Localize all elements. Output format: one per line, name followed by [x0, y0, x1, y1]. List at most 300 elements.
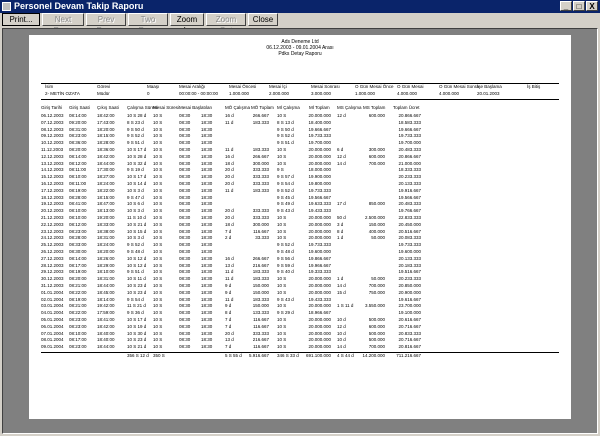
cell: 183.333 [252, 296, 269, 302]
cell: 50.000 [371, 235, 385, 241]
cell: 02.01.2004 [41, 296, 64, 302]
cell: 18:30 [201, 344, 213, 350]
cell: 20.133.333 [398, 181, 421, 186]
cell: 08:30:00 [69, 249, 87, 254]
close-window-button[interactable]: X [586, 1, 598, 11]
cell: 26.12.2003 [41, 249, 64, 254]
cell: 28.12.2003 [41, 262, 64, 268]
cell: 20 d [225, 167, 234, 173]
cell: 06.12.2003 [41, 113, 64, 118]
cell: 20.000.000 [308, 160, 331, 166]
cell: 20.233.333 [398, 174, 421, 180]
total-cell: 691.100.000 [305, 353, 331, 358]
cell: 10 S [153, 344, 163, 350]
cell: 08:30 [179, 283, 191, 288]
cell: 08:41:00 [69, 201, 87, 207]
cell: 08:14:00 [69, 255, 87, 261]
cell: 18:30 [201, 242, 213, 248]
cell: 08:30 [179, 133, 191, 139]
employee-header-cell: O Gün Mesai [397, 84, 424, 89]
cell: 08:12:00 [69, 221, 87, 227]
cell: 09:20:00 [69, 119, 87, 125]
cell: 10 S [153, 249, 163, 254]
cell: 19.666.667 [308, 126, 331, 132]
cell: 700.000 [368, 160, 385, 166]
cell: 10 S 11 d [127, 276, 146, 282]
cell: 03.01.2004 [41, 303, 64, 309]
cell: 18:30 [201, 201, 213, 207]
cell: 19.700.000 [398, 140, 421, 146]
cell: 08:11:00 [69, 167, 87, 173]
cell: 20.816.667 [398, 344, 421, 350]
cell: 10 S [277, 147, 287, 152]
cell: 10 S 23 d [127, 289, 147, 295]
cell: 08:30 [179, 113, 191, 118]
cell: 11 d [225, 119, 234, 125]
cell: 19.600.000 [398, 249, 421, 254]
cell: 18:41:00 [97, 317, 115, 322]
cell: 08:30 [179, 201, 191, 207]
cell: 18:20:00 [97, 249, 115, 254]
cell: 10 S 19 d [127, 323, 147, 329]
cell: 05.01.2004 [41, 317, 64, 322]
cell: 8 S 23 d [127, 119, 144, 125]
cell: 18:33:00 [97, 221, 115, 227]
cell: 19.733.333 [308, 242, 331, 248]
cell: 20.000.000 [308, 215, 331, 220]
minimize-button[interactable]: _ [560, 1, 572, 11]
cell: 20.000.000 [308, 283, 331, 288]
cell: 9 d [225, 289, 232, 295]
cell: 6 d [337, 147, 344, 152]
cell: 20.483.333 [398, 147, 421, 152]
cell: 19.100.000 [398, 310, 421, 316]
cell: 10 S [277, 153, 287, 159]
cell: 116.667 [253, 323, 269, 329]
cell: 9 S 51 d [277, 140, 294, 146]
cell: 09.12.2003 [41, 133, 64, 139]
employee-header-cell: İsim [45, 84, 54, 89]
cell: 20.000.000 [308, 228, 331, 234]
cell: 2.500.000 [364, 215, 385, 220]
cell: 18:30 [201, 113, 213, 118]
cell: 08:30 [179, 119, 191, 125]
cell: 10 S [153, 208, 163, 214]
cell: 20.866.667 [398, 153, 421, 159]
cell: 18:15:00 [97, 194, 115, 200]
cell: 10 S [277, 303, 287, 309]
cell: 9 S 50 d [127, 126, 144, 132]
cell: 18:30 [201, 317, 213, 322]
cell: 18.583.333 [398, 119, 421, 125]
cell: 08:30 [179, 147, 191, 152]
cell: 19.916.667 [398, 187, 421, 193]
cell: 08:23:00 [69, 323, 87, 329]
employee-header-cell: İşe Başlama [477, 84, 502, 89]
cell: 8 d [337, 228, 344, 234]
cell: 18:30 [201, 147, 213, 152]
cell: 20.000.000 [308, 147, 331, 152]
cell: 18:42:00 [97, 153, 115, 159]
print-button[interactable]: Print... [2, 13, 40, 26]
cell: 18:30 [201, 337, 213, 343]
cell: 183.333 [252, 276, 269, 282]
cell: 19.766.667 [398, 208, 421, 214]
cell: 400.000 [368, 228, 385, 234]
cell: 08:10:00 [69, 330, 87, 336]
cell: 08:30 [179, 187, 191, 193]
cell: 10 S [153, 201, 163, 207]
cell: 20.000.000 [308, 303, 331, 309]
cell: 18:30 [201, 310, 213, 316]
cell: 20.000.000 [308, 289, 331, 295]
cell: 30.12.2003 [41, 276, 64, 282]
cell: 17:43:00 [97, 119, 115, 125]
cell: 08:23:00 [69, 317, 87, 322]
total-cell: 356 S 12 d [127, 353, 149, 358]
cell: 10 S 14 d [127, 181, 147, 186]
close-button[interactable]: Close [248, 13, 278, 26]
employee-header-cell: Mesai Öncesi [229, 84, 257, 89]
cell: 18:30 [201, 133, 213, 139]
cell: 10 S [277, 283, 287, 288]
employee-value-cell: Müdür [97, 91, 110, 96]
cell: 333.333 [252, 167, 269, 173]
cell: 08:19:00 [69, 296, 87, 302]
cell: 20.000.000 [308, 323, 331, 329]
cell: 20.716.667 [398, 323, 421, 329]
cell: 20.000.000 [308, 235, 331, 241]
cell: 08:10:00 [69, 174, 87, 180]
employee-header-cell: Maaşı [147, 84, 160, 89]
cell: 9 S 51 d [127, 269, 144, 275]
cell: 18:27:00 [97, 174, 115, 180]
cell: 3 d [337, 221, 344, 227]
cell: 18.12.2003 [41, 194, 64, 200]
detail-header-cell: Giriş Tarihi [41, 105, 63, 110]
cell: 10 S [153, 140, 163, 146]
cell: 20.000.000 [308, 317, 331, 322]
cell: 18:24:00 [97, 181, 115, 186]
cell: 333.333 [252, 181, 269, 186]
cell: 18:31:00 [97, 276, 115, 282]
detail-header-cell: Çalışma Süresi [127, 105, 158, 110]
cell: 18:45:00 [97, 289, 115, 295]
total-cell: 4 S 44 d [337, 353, 354, 358]
cell: 07.01.2004 [41, 330, 64, 336]
cell: 19.516.667 [398, 269, 421, 275]
cell: 10.12.2003 [41, 140, 64, 146]
cell: 10 S [277, 344, 287, 350]
cell: 333.333 [252, 215, 269, 220]
cell: 07.12.2003 [41, 119, 64, 125]
cell: 18:20:00 [97, 126, 115, 132]
cell: 20.900.000 [398, 289, 421, 295]
cell: 10 S [153, 187, 163, 193]
cell: 150.000 [252, 283, 269, 288]
cell: 08:21:00 [69, 303, 87, 309]
cell: 08:11:00 [69, 181, 87, 186]
employee-value-cell: 2.000.000 [269, 91, 290, 96]
report-header [29, 39, 571, 57]
cell: 10 S [277, 289, 287, 295]
cell: 9 S 52 d [277, 133, 294, 139]
total-cell: 5 S 55 d [225, 353, 242, 358]
cell: 10 S [153, 153, 163, 159]
cell: 18:44:00 [97, 283, 115, 288]
totals-divider [41, 352, 559, 353]
cell: 13 d [225, 337, 234, 343]
zoom-in-button[interactable]: Zoom [170, 13, 204, 26]
next-page-button[interactable]: Next [42, 13, 84, 26]
employee-value-cell: 4.000.000 [439, 91, 460, 96]
cell: 20 d [225, 181, 234, 186]
cell: 10 S 3 d [127, 187, 144, 193]
cell: 18:30 [201, 181, 213, 186]
cell: 266.667 [252, 255, 269, 261]
cell: 18:30 [201, 208, 213, 214]
cell: 19.666.667 [398, 126, 421, 132]
cell: 17.12.2003 [41, 187, 64, 193]
cell: 08:22:00 [69, 310, 87, 316]
cell: 18:30 [201, 167, 213, 173]
cell: 10 S 3 d [127, 208, 144, 214]
company-name: Ads Deneme Ltd [281, 39, 319, 45]
cell: 600.000 [368, 323, 385, 329]
cell: 9 S 50 d [277, 126, 294, 132]
employee-header-cell: Mesai Sonrası [311, 84, 340, 89]
cell: 10 S 15 d [127, 228, 147, 234]
cell: 19.566.667 [308, 194, 331, 200]
cell: 08:30 [179, 262, 191, 268]
cell: 08:30 [179, 194, 191, 200]
cell: 10 S [277, 113, 287, 118]
cell: 18:30 [201, 303, 213, 309]
cell: 10 S 21 d [127, 221, 147, 227]
cell: 12 d [337, 323, 346, 329]
cell: 10 S [153, 289, 163, 295]
cell: 9 S 54 d [127, 296, 144, 302]
cell: 08:30 [179, 181, 191, 186]
detail-header-cell: MS Çalışma [337, 105, 362, 110]
cell: 10 S [153, 160, 163, 166]
cell: 10 S [277, 323, 287, 329]
cell: 14 d [337, 283, 346, 288]
cell: 9 S 52 d [277, 242, 294, 248]
cell: 9 S 52 d [127, 242, 144, 248]
cell: 08.01.2004 [41, 337, 64, 343]
cell: 18:38:00 [97, 228, 115, 234]
cell: 13.12.2003 [41, 160, 64, 166]
cell: 9 S 47 d [127, 194, 144, 200]
cell: 13 d [225, 262, 234, 268]
cell: 08.12.2003 [41, 126, 64, 132]
report-period: 06.12.2003 - 09.01.2004 Arası [266, 45, 334, 51]
cell: 08:30 [179, 276, 191, 282]
cell: 08:12:00 [69, 160, 87, 166]
cell: 10 S [153, 174, 163, 180]
cell: 10 S [153, 255, 163, 261]
cell: 19.633.333 [308, 201, 331, 207]
cell: 19.600.000 [308, 249, 331, 254]
cell: 19.333.333 [308, 269, 331, 275]
cell: 19:42:00 [97, 303, 115, 309]
cell: 18:31:00 [97, 235, 115, 241]
cell: 10 S 28 d [127, 153, 147, 159]
detail-header-cell: Mesai Başlatılan [179, 105, 213, 110]
cell: 18:47:00 [97, 201, 115, 207]
zoom-out-button[interactable]: Zoom [206, 13, 246, 26]
cell: 21.12.2003 [41, 215, 64, 220]
cell: 08:28:00 [69, 235, 87, 241]
cell: 500.000 [368, 317, 385, 322]
cell: 1 d [337, 276, 344, 282]
cell: 10 S [153, 215, 163, 220]
cell: 08:30 [179, 228, 191, 234]
employee-value-cell: 2- METİN OZATA [45, 91, 80, 96]
cell: 10 S [153, 147, 163, 152]
cell: 08:14:00 [69, 153, 87, 159]
employee-header-cell: O Gün Mesai Sonra [439, 84, 479, 89]
cell: 19.733.333 [398, 133, 421, 139]
cell: 16 d [225, 255, 234, 261]
cell: 08:30 [179, 317, 191, 322]
cell: 10 S 12 d [127, 262, 147, 268]
cell: 10 S [153, 317, 163, 322]
cell: 08:30 [179, 303, 191, 309]
cell: 19.966.667 [308, 262, 331, 268]
cell: 08:30 [179, 235, 191, 241]
cell: 10 S [153, 181, 163, 186]
cell: 266.667 [252, 113, 269, 118]
cell: 08:30 [179, 337, 191, 343]
prev-page-button[interactable]: Prev [86, 13, 126, 26]
cell: 19.12.2003 [41, 201, 64, 207]
cell: 18:22:00 [97, 187, 115, 193]
cell: 20.833.333 [398, 330, 421, 336]
cell: 9 S 43 d [277, 296, 294, 302]
employee-value-cell: 1.000.000 [229, 91, 250, 96]
cell: 7 d [225, 323, 232, 329]
cell: 20.450.000 [398, 221, 421, 227]
cell: 10 S [277, 276, 287, 282]
cell: 19:20:00 [97, 215, 115, 220]
cell: 500.000 [368, 330, 385, 336]
cell: 183.333 [252, 269, 269, 275]
cell: 08:31:00 [69, 126, 87, 132]
cell: 266.667 [252, 153, 269, 159]
cell: 10 S [153, 194, 163, 200]
detail-header-cell: Toplam Ücret [393, 105, 420, 110]
cell: 116.667 [253, 228, 269, 234]
maximize-button[interactable]: □ [573, 1, 585, 11]
cell: 20.000.000 [308, 113, 331, 118]
cell: 11.12.2003 [41, 147, 64, 152]
cell: 8 S 13 d [277, 119, 294, 125]
employee-value-cell: 20.01.2003 [477, 91, 500, 96]
cell: 08:30 [179, 153, 191, 159]
cell: 9 S 49 d [277, 201, 294, 207]
report-page [29, 35, 571, 419]
cell: 20.516.667 [398, 228, 421, 234]
cell: 20 d [225, 330, 234, 336]
cell: 10 d [337, 330, 346, 336]
two-page-button[interactable]: Two [128, 13, 168, 26]
preview-area[interactable] [2, 28, 598, 434]
detail-header-cell: MÖ Toplam [251, 105, 274, 110]
cell: 10 S 30 d [127, 330, 147, 336]
cell: 18:30 [201, 283, 213, 288]
cell: 19.800.000 [308, 181, 331, 186]
title-bar[interactable] [0, 0, 600, 13]
employee-value-cell: 1.000.000 [355, 91, 376, 96]
cell: 08:30 [179, 255, 191, 261]
cell: 11 S 21 d [127, 303, 146, 309]
cell: 10 S [277, 160, 287, 166]
cell: 08:30 [179, 221, 191, 227]
cell: 16 d [225, 153, 234, 159]
cell: 20.716.667 [398, 337, 421, 343]
cell: 19.733.333 [308, 133, 331, 139]
cell: 700.000 [368, 283, 385, 288]
cell: 18:30 [201, 235, 213, 241]
cell: 10 S 17 d [127, 317, 147, 322]
cell: 10 S 12 d [127, 255, 147, 261]
cell: 24.12.2003 [41, 235, 64, 241]
cell: 17:30:00 [97, 167, 115, 173]
cell: 20.12.2003 [41, 208, 64, 214]
cell: 08:30 [179, 160, 191, 166]
cell: 18:30 [201, 126, 213, 132]
cell: 9 d [225, 283, 232, 288]
cell: 08:17:00 [69, 262, 87, 268]
cell: 23.12.2003 [41, 228, 64, 234]
cell: 08:22:00 [69, 289, 87, 295]
cell: 10 S [153, 242, 163, 248]
cell: 500.000 [368, 337, 385, 343]
cell: 850.000 [368, 201, 385, 207]
cell: 18:30 [201, 153, 213, 159]
cell: 18:30 [201, 262, 213, 268]
cell: 18:30 [201, 228, 213, 234]
cell: 116.667 [253, 317, 269, 322]
cell: 08:30 [179, 126, 191, 132]
cell: 18:30 [201, 296, 213, 302]
detail-header-cell: Çıkış Saati [97, 105, 119, 110]
cell: 15.12.2003 [41, 174, 64, 180]
cell: 10 S 23 d [127, 283, 147, 288]
cell: 14.12.2003 [41, 167, 64, 173]
cell: 10 S [153, 228, 163, 234]
cell: 10 S [153, 296, 163, 302]
cell: 18:14:00 [97, 296, 115, 302]
cell: 14 d [337, 344, 346, 350]
cell: 08:17:00 [69, 337, 87, 343]
cell: 08:33:00 [69, 242, 87, 248]
cell: 08:21:00 [69, 283, 87, 288]
cell: 17 d [337, 201, 346, 207]
cell: 18:10:00 [97, 269, 115, 275]
cell: 10 S [153, 303, 163, 309]
cell: 08:19:00 [69, 269, 87, 275]
cell: 20 d [225, 208, 234, 214]
cell: 20.483.333 [398, 201, 421, 207]
cell: 08:30 [179, 289, 191, 295]
cell: 10 S [277, 221, 287, 227]
detail-header-cell: Mesai Süresi [153, 105, 180, 110]
cell: 18:15:00 [97, 133, 115, 139]
cell: 300.000 [252, 160, 269, 166]
